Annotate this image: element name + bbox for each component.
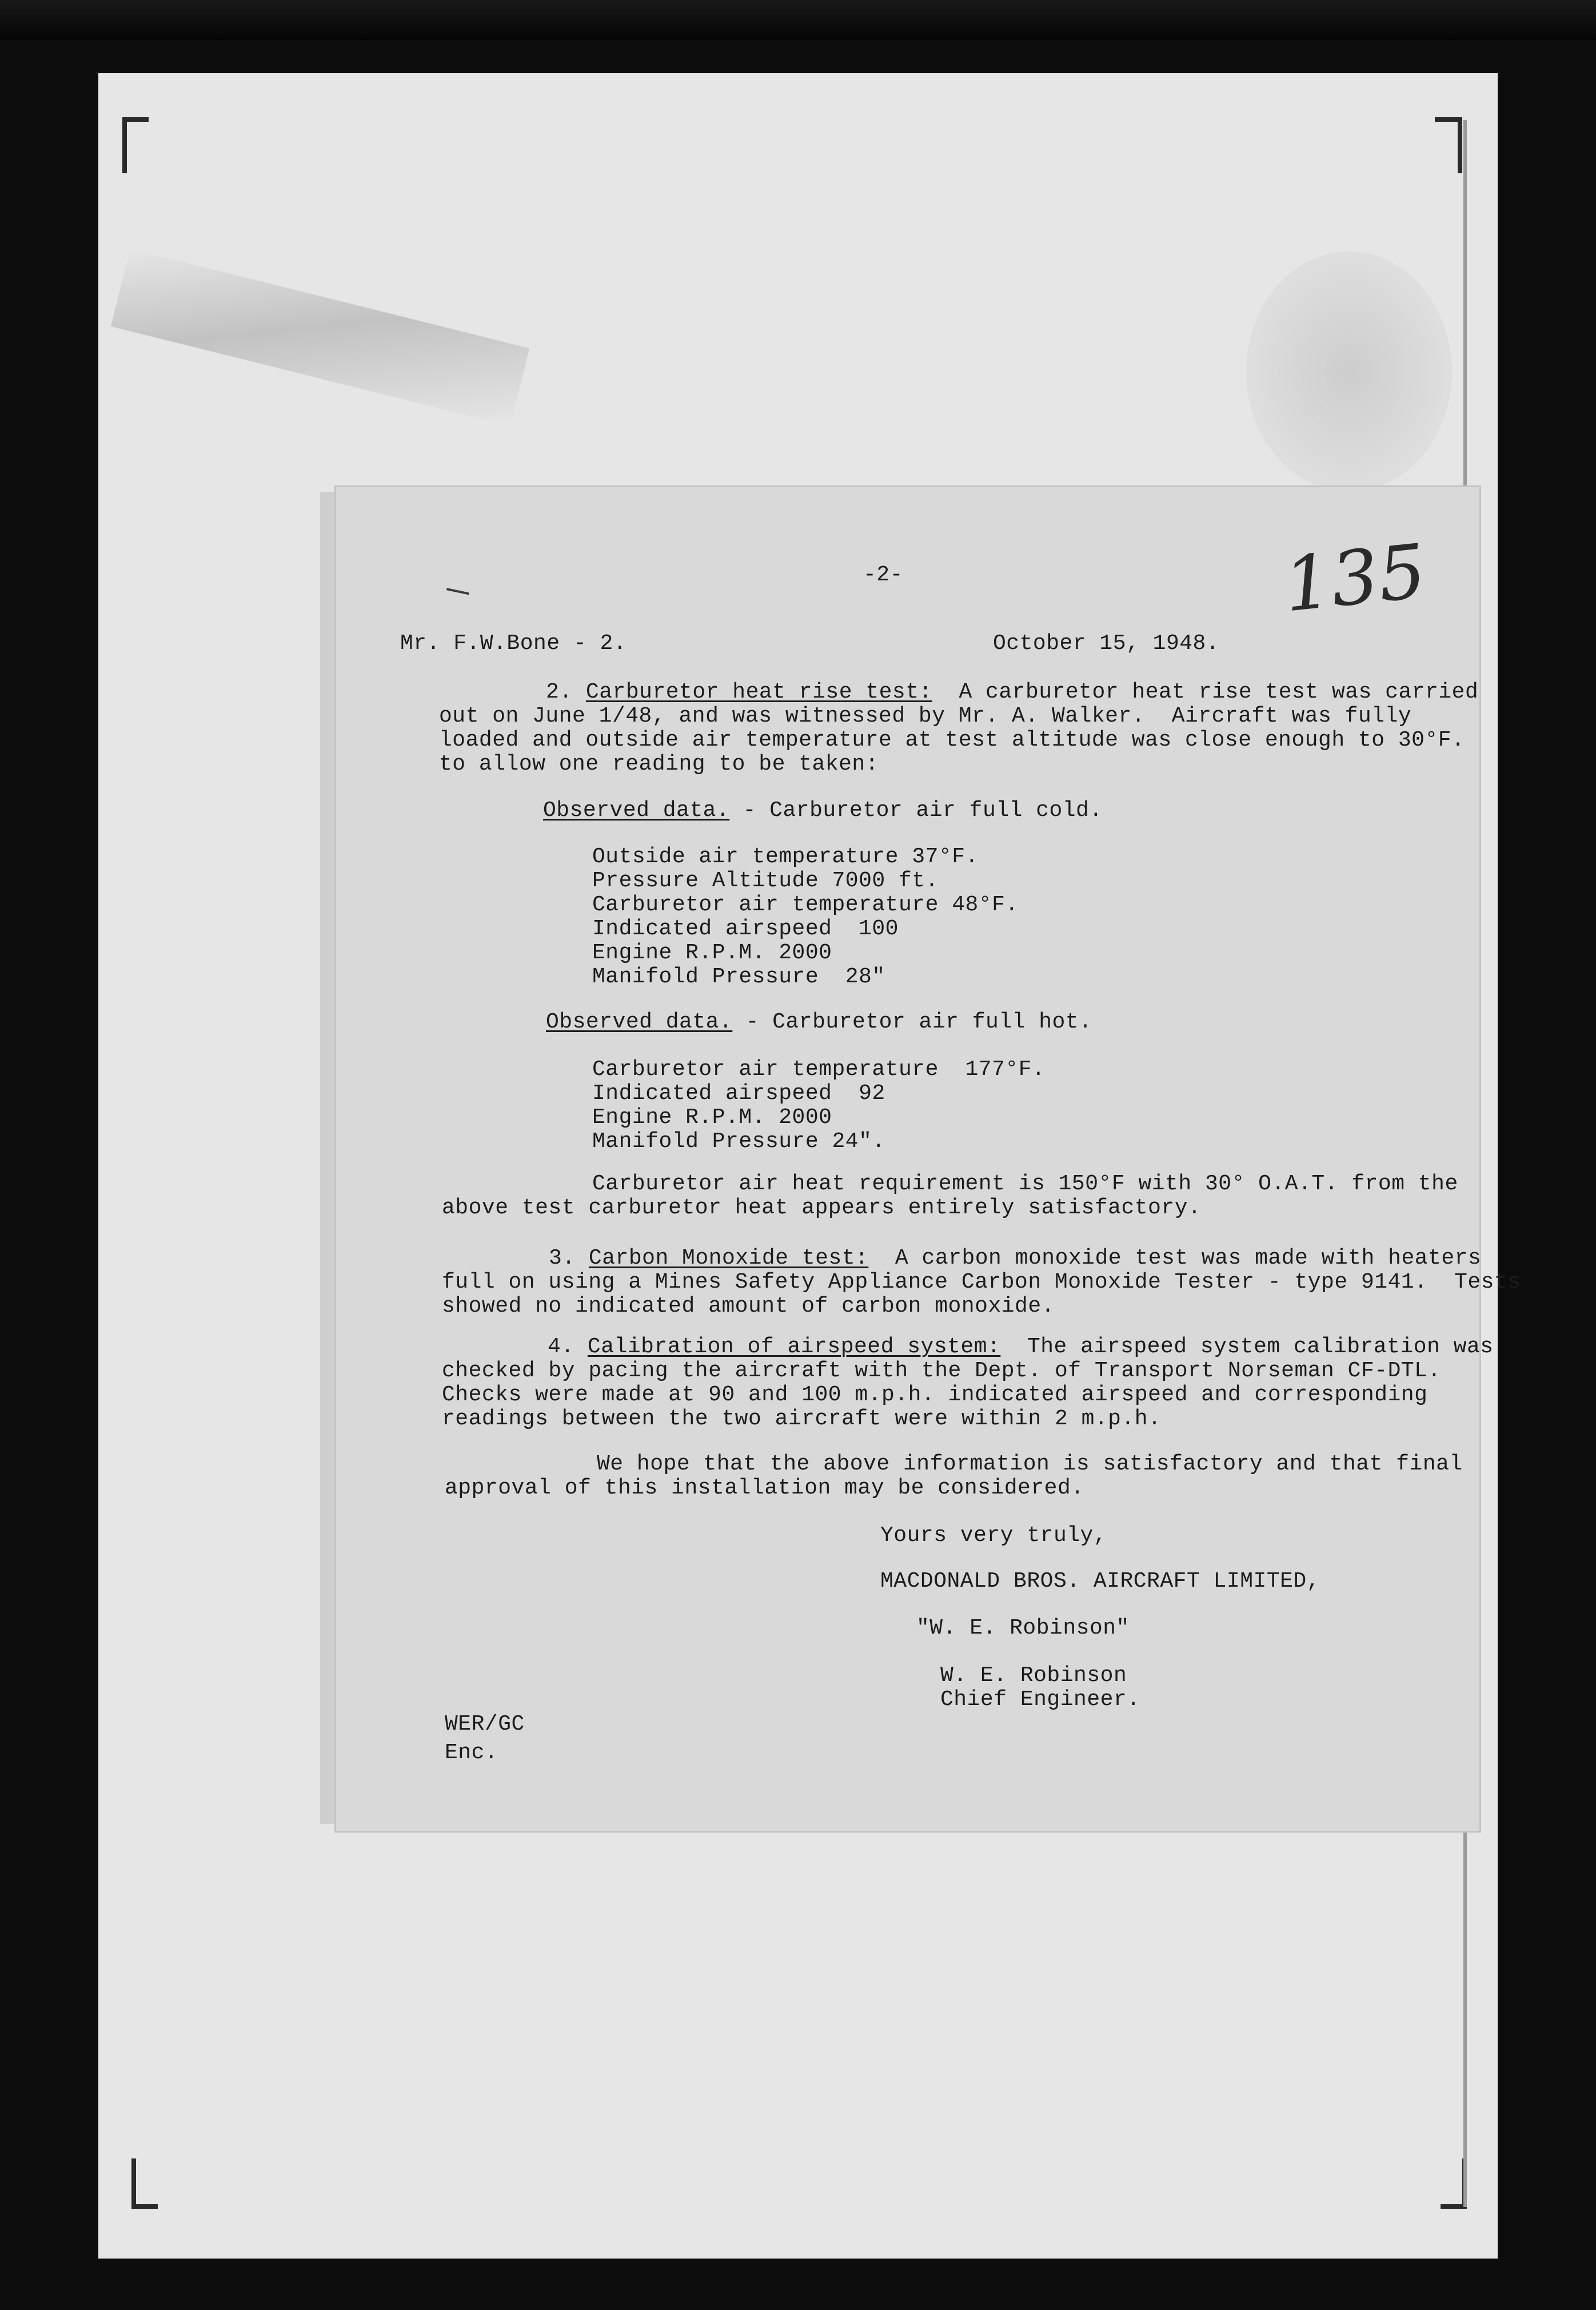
closing-line-1: We hope that the above information is satisfactory and that final [597,1452,1463,1476]
observed-hot-suffix: - Carburetor air full hot. [732,1010,1092,1034]
cold-item: Engine R.P.M. 2000 [592,941,832,965]
smudge-mark [1246,252,1452,492]
section-4-line-3: Checks were made at 90 and 100 m.p.h. indicated airspeed and corresponding [442,1383,1428,1407]
salutation: Yours very truly, [880,1523,1107,1548]
section-2-conclusion-1: Carburetor air heat requirement is 150°F with 30° O.A.T. from the [592,1172,1458,1196]
section-4-text: The airspeed system calibration was [1027,1335,1494,1359]
reference-initials: WER/GC [445,1712,525,1737]
cold-item: Pressure Altitude 7000 ft. [592,869,939,893]
cold-item: Indicated airspeed 100 [592,917,899,941]
closing-line-2: approval of this installation may be considered. [445,1476,1084,1500]
handwritten-number: 135 [1279,527,1430,629]
cold-item: Outside air temperature 37°F. [592,845,979,869]
corner-mark-top-right [1435,117,1462,173]
hot-item: Indicated airspeed 92 [592,1081,885,1106]
observed-cold-heading [543,799,1103,823]
section-2-line-3: loaded and outside air temperature at test altitude was close enough to 30°F. [439,728,1465,752]
section-4-number: 4. [548,1335,574,1359]
hot-item: Engine R.P.M. 2000 [592,1105,832,1130]
cold-item: Manifold Pressure 28" [592,965,885,989]
section-4-line-2: checked by pacing the aircraft with the Dept. of Transport Norseman CF-DTL. [442,1359,1441,1383]
section-3-line-3: showed no indicated amount of carbon monoxide. [442,1294,1055,1319]
page-number: -2- [863,563,903,587]
hot-item: Manifold Pressure 24". [592,1129,885,1154]
section-2-heading: Carburetor heat rise test: [585,680,932,704]
section-2-conclusion-2: above test carburetor heat appears entirely satisfactory. [442,1196,1202,1220]
signatory-title: Chief Engineer. [940,1687,1140,1712]
section-4-line-4: readings between the two aircraft were within 2 m.p.h. [442,1407,1162,1431]
signatory-name: W. E. Robinson [940,1663,1127,1688]
section-4-heading: Calibration of airspeed system: [587,1335,1001,1359]
section-3-line-2: full on using a Mines Safety Appliance Carbon Monoxide Tester - type 9141. Tests [442,1270,1521,1295]
enclosure-note: Enc. [445,1741,498,1765]
section-2-line-2: out on June 1/48, and was witnessed by Mr. A. Walker. Aircraft was fully [439,704,1412,728]
section-3-number: 3. [549,1246,576,1270]
cold-item: Carburetor air temperature 48°F. [592,893,1019,917]
observed-cold-label: Observed data. [543,798,730,823]
observed-hot-heading [546,1010,1092,1034]
hot-item: Carburetor air temperature 177°F. [592,1057,1046,1082]
section-2-number: 2. [546,680,573,704]
section-2-text: A carburetor heat rise test was carried [959,680,1479,704]
section-3-line-1 [549,1246,1481,1270]
letter-date: October 15, 1948. [993,631,1220,656]
section-4-line-1 [548,1335,1494,1359]
corner-mark-top-left [122,117,149,173]
company-name: MACDONALD BROS. AIRCRAFT LIMITED, [880,1569,1320,1594]
section-2-line-1 [546,680,1478,704]
section-2-line-4: to allow one reading to be taken: [439,752,879,776]
observed-hot-label: Observed data. [546,1010,733,1034]
signed-name: "W. E. Robinson" [916,1616,1130,1640]
film-border [0,0,1596,40]
observed-cold-suffix: - Carburetor air full cold. [729,798,1103,823]
letter-edge [320,492,336,1824]
section-3-heading: Carbon Monoxide test: [588,1246,869,1270]
corner-mark-bottom-left [131,2158,158,2209]
section-3-text: A carbon monoxide test was made with heaters [895,1246,1482,1270]
addressee: Mr. F.W.Bone - 2. [400,631,627,656]
